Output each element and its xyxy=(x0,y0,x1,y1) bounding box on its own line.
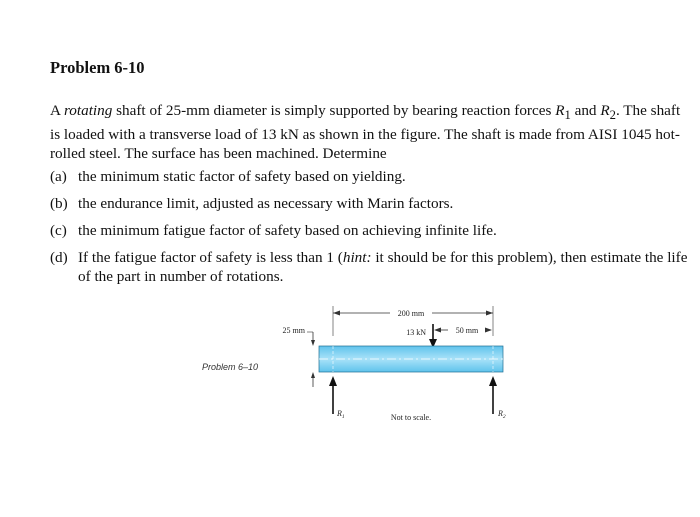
intro-r2: R xyxy=(600,102,610,119)
reaction-r2-label xyxy=(497,409,506,420)
reaction-r1-label xyxy=(336,409,345,420)
part-b-text: the endurance limit, adjusted as necessary with Marin factors. xyxy=(78,195,454,212)
intro-rotating: rotating xyxy=(63,102,113,119)
figure-caption: Problem 6–10 xyxy=(202,362,259,372)
r2-sub: 2 xyxy=(502,414,506,420)
problem-title: Problem 6-10 xyxy=(50,58,145,77)
problem-statement xyxy=(50,101,690,163)
dim-arrow-50-right xyxy=(485,328,492,333)
part-d-label: (d) xyxy=(50,249,68,266)
load-label: 13 kN xyxy=(406,328,426,337)
diameter-label: 25 mm xyxy=(282,326,305,335)
diameter-top-arrow xyxy=(311,340,315,346)
intro-text-2: shaft of 25-mm diameter is simply supported by bearing reaction forces xyxy=(112,102,556,119)
part-a xyxy=(50,167,690,186)
part-b-label: (b) xyxy=(50,195,68,212)
diameter-bottom-arrow xyxy=(311,372,315,378)
part-c-label: (c) xyxy=(50,222,67,239)
part-d-text-1: If the fatigue factor of safety is less than 1 ( xyxy=(78,249,343,266)
reaction-r1-arrow-head xyxy=(329,376,337,386)
r1-base: R xyxy=(337,409,342,418)
part-c-text: the minimum fatigue factor of safety based on achieving infinite life. xyxy=(78,222,497,239)
r1-sub: 1 xyxy=(341,414,345,420)
intro-text-4: . The shaft is loaded with a transverse load of 13 kN as shown in the figure. The shaft is made from AISI 1045 hot-rolled steel. The surface has been machined. Determine xyxy=(50,102,681,163)
scale-note: Not to scale. xyxy=(390,413,432,422)
part-d-text xyxy=(78,248,690,286)
intro-text-1: A xyxy=(50,102,64,119)
part-a-label: (a) xyxy=(50,168,67,185)
problem-parts-list xyxy=(50,167,690,294)
dim-label-50: 50 mm xyxy=(455,326,479,335)
part-b xyxy=(50,194,690,213)
dim-arrow-200-left xyxy=(333,311,340,316)
intro-text-3: and xyxy=(570,102,601,119)
part-d-hint: hint: xyxy=(342,249,372,266)
intro-r2-sub: 2 xyxy=(609,108,616,123)
part-d xyxy=(50,248,690,286)
dim-arrow-200-right xyxy=(486,311,493,316)
part-a-text: the minimum static factor of safety based on yielding. xyxy=(78,168,406,185)
part-c xyxy=(50,221,690,240)
reaction-r2-arrow-head xyxy=(489,376,497,386)
dim-label-200: 200 mm xyxy=(397,309,425,318)
intro-r1-sub: 1 xyxy=(564,108,571,123)
intro-r1: R xyxy=(555,102,565,119)
part-d-text-2: it should be for this problem), then estimate the life of the part in number of rotations. xyxy=(78,249,688,285)
r2-base: R xyxy=(498,409,503,418)
dim-arrow-50-left xyxy=(434,328,441,333)
shaft-figure xyxy=(180,296,520,436)
